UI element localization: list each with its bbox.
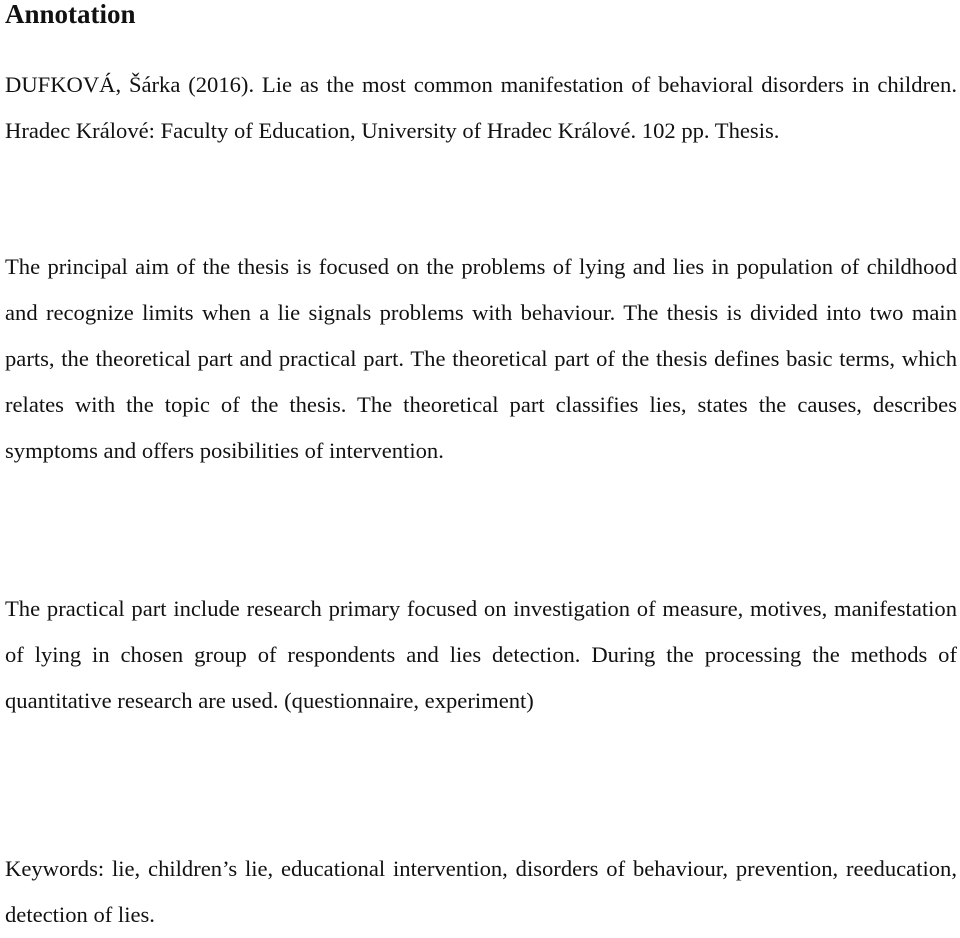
practical-part-paragraph: The practical part include research primary focused on investigation of measure, motives, manifestation of lying in chosen group of respondents and lies detection. During the processing the methods of quantitative research are used. (questionnaire, experiment) (5, 596, 957, 713)
keywords-paragraph: Keywords: lie, children’s lie, educational intervention, disorders of behaviour, prevention, reeducation, detection of lies. (5, 856, 957, 927)
page-title: Annotation (5, 0, 136, 29)
aim-paragraph: The principal aim of the thesis is focused on the problems of lying and lies in population of childhood and recognize limits when a lie signals problems with behaviour. The thesis is divided into two main parts, the theoretical part and practical part. The theoretical part of the thesis defines basic terms, which relates with the topic of the thesis. The theoretical part classifies lies, states the causes, describes symptoms and offers posibilities of intervention. (5, 254, 957, 463)
citation-paragraph: DUFKOVÁ, Šárka (2016). Lie as the most common manifestation of behavioral disorders in children. Hradec Králové: Faculty of Education, University of Hradec Králové. 102 pp. Thesis. (5, 72, 957, 143)
